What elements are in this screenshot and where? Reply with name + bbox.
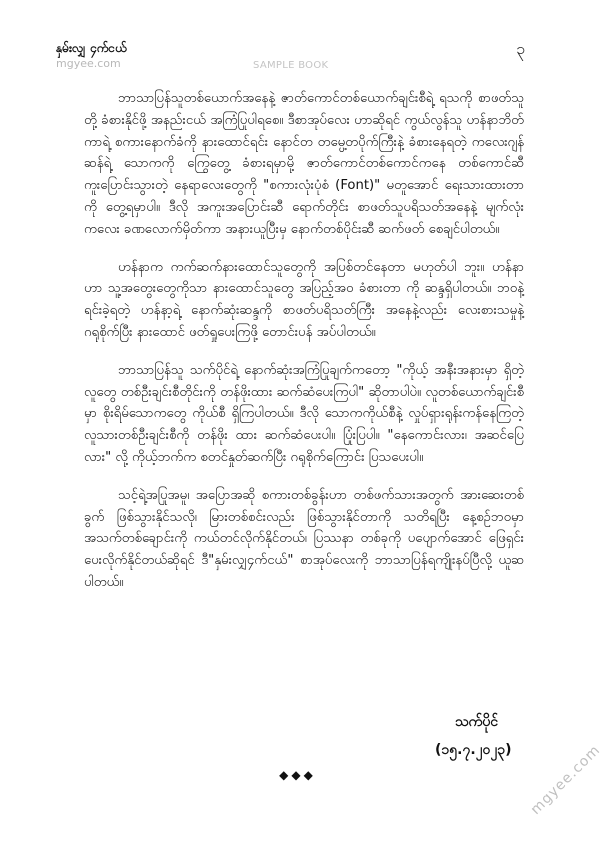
signature-name: သက်ပိုင် <box>455 714 498 730</box>
page-number: ၃ <box>516 39 525 58</box>
signature-date: (၁၅.၇.၂၀၂၃) <box>435 742 512 758</box>
paragraph-3: ဘာသာပြန်သူ သက်ပိုင်ရဲ့ နောက်ဆုံးအကြံပြုချက်ကတော့ "ကိုယ့် အနီးအနားမှာ ရှိတဲ့လူတွေ တစ်ဦးချင်းစီတိုင်းကို တန်ဖိုးထား ဆက်ဆံပေးကြပါ" ဆိုတာပါပဲ။ လူတစ်ယောက်ချင်းစီမှာ စိုးရိမ်သောကတွေ ကိုယ်စီ ရှိကြပါတယ်။ ဒီလို သောကကိုယ်စီနဲ့ လှုပ်ရှားရုန်းကန်နေကြတဲ့ လူသားတစ်ဦးချင်းစီကို တန်ဖိုး ထား ဆက်ဆံပေးပါ။ ပြုံးပြပါ။ "နေကောင်းလား၊ အဆင်ပြေလား" လို့ ကိုယ့်ဘက်က စတင်နှုတ်ဆက်ပြီး ဂရုစိုက်ကြောင်း ပြသပေးပါ။ <box>84 362 524 465</box>
paragraph-2: ဟန်နာက ကက်ဆက်နားထောင်သူတွေကို အပြစ်တင်နေတာ မဟုတ်ပါ ဘူး။ ဟန်နာဟာ သူ့အတွေးတွေကိုသာ နားထောင်သူတွေ အပြည့်အဝ ခံစားတာ ကို ဆန္ဒရှိပါတယ်။ ဘဝနဲ့ရင်းခဲ့ရတဲ့ ဟန်နာ့ရဲ့ နောက်ဆုံးဆန္ဒကို စာဖတ်ပရိသတ်ကြီး အနေနဲ့လည်း လေးစားသမှုနဲ့ ဂရုစိုက်ပြီး နားထောင် ဖတ်ရှုပေးကြဖို့ တောင်းပန် အပ်ပါတယ်။ <box>84 259 524 340</box>
section-ornament: ◆◆◆ <box>279 768 316 782</box>
paragraph-1: ဘာသာပြန်သူတစ်ယောက်အနေနဲ့ ဇာတ်ကောင်တစ်ယောက်ချင်းစီရဲ့ ရသကို စာဖတ်သူတို့ ခံစားနိုင်ဖို့ အနည်းငယ် အကြံပြုပါရစေ။ ဒီစာအုပ်လေး ဟာဆိုရင် ကွယ်လွန်သူ ဟန်နာဘိတ်ကာရဲ့ စကားနောက်ခံကို နားထောင်ရင်း နောင်တ တမ္ပေ့တပိုက်ကြီးနဲ့ ခံစားနေရတဲ့ ကလေးဂျန်ဆန်ရဲ့ သောကကို ကြွေတွေ့ ခံစားရမှာမို့ ဇာတ်ကောင်တစ်ကောင်ကနေ တစ်ကောင်ဆီ ကူးပြောင်းသွားတဲ့ နေရာလေးတွေကို "စကားလုံးပုံစံ (Font)" မတူအောင် ရေးသားထားတာကို တွေ့ရမှာပါ။ ဒီလို အကူးအပြောင်းဆီ ရောက်တိုင်း စာဖတ်သူပရိသတ်အနေနဲ့ မျက်လုံးကလေး ခဏလောက်မှိတ်ကာ အနားယူပြီးမှ နောက်တစ်ပိုင်းဆီ ဆက်ဖတ် စေချင်ပါတယ်။ <box>84 91 524 237</box>
watermark-site: mgyee.com <box>56 57 121 70</box>
body-text <box>84 88 524 610</box>
watermark-sample-book: SAMPLE BOOK <box>253 60 329 71</box>
paragraph-4: သင့်ရဲ့အပြုအမူ၊ အပြောအဆို စကားတစ်ခွန်းဟာ တစ်ဖက်သားအတွက် အားဆေးတစ်ခွက် ဖြစ်သွားနိုင်သလို၊ မြားတစ်စင်းလည်း ဖြစ်သွားနိုင်တာကို သတိရပြီး နေ့စဉ်ဘဝမှာ အသက်တစ်ချောင်းကို ကယ်တင်လိုက်နိုင်တယ်၊ ပြဿနာ တစ်ခုကို ပပျောက်အောင် ဖြေရှင်းပေးလိုက်နိုင်တယ်ဆိုရင် ဒီ"နှမ်းလျှ၄က်ငယ်" စာအုပ်လေးကို ဘာသာပြန်ရကျိုးနပ်ပြီလို့ ယူဆပါတယ်။ <box>84 487 524 590</box>
running-header-title: နှမ်းလျှ ၄က်ငယ် <box>56 41 127 55</box>
watermark-diagonal: mgyee.com <box>527 742 604 818</box>
